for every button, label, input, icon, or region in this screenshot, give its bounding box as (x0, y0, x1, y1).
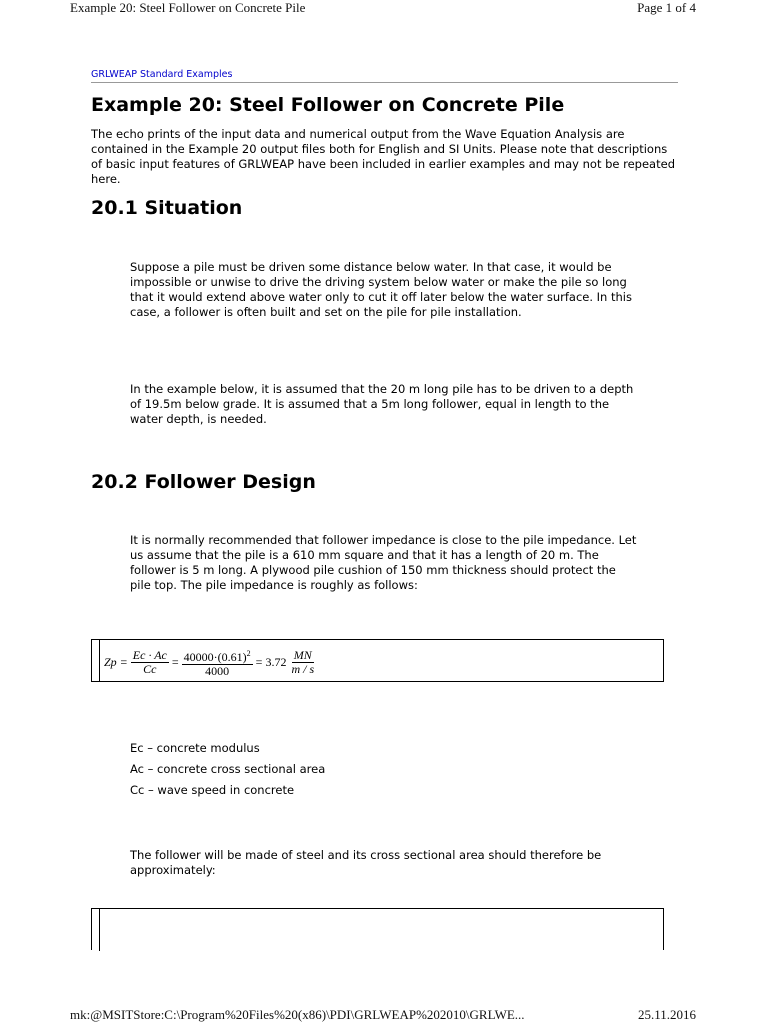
breadcrumb-link[interactable]: GRLWEAP Standard Examples (91, 69, 233, 80)
impedance-formula-box (91, 639, 664, 682)
print-footer (70, 1007, 696, 1023)
formula-fraction-2 (182, 647, 253, 678)
definition-item: Ac – concrete cross sectional area (130, 762, 326, 776)
section-heading-situation: 20.1 Situation (91, 197, 243, 219)
intro-paragraph: The echo prints of the input data and numerical output from the Wave Equation Analysis are contained in the Example 20 output files both for English and SI Units. Please note that descriptions of basic input features of GRLWEAP have been included in earlier examples and may not be repeated here. (91, 127, 675, 186)
formula-lhs: Zp = (104, 654, 128, 669)
definitions-list (130, 741, 325, 804)
definition-item: Cc – wave speed in concrete (130, 783, 295, 797)
situation-paragraph-1: Suppose a pile must be driven some distance below water. In that case, it would be impossible or unwise to drive the driving system below water or make the pile so long that it would extend above water only to cut it off later below the water surface. In this case, a follower is often built and set on the pile for pile installation. (130, 260, 632, 319)
section-heading-follower-design: 20.2 Follower Design (91, 471, 316, 493)
formula-exponent: 2 (246, 648, 251, 658)
page-title: Example 20: Steel Follower on Concrete Pile (91, 94, 565, 116)
print-header-page: Page 1 of 4 (637, 0, 696, 15)
formula-fraction-1-denominator: Cc (143, 661, 157, 676)
follower-design-paragraph-1: It is normally recommended that follower impedance is close to the pile impedance. Let us assume that the pile is a 610 mm square and that it has a length of 20 m. The follower is 5 m long. A plywood pile cushion of 150 mm thickness should protect the pile top. The pile impedance is roughly as follows: (130, 533, 637, 592)
follower-design-paragraph-2: The follower will be made of steel and its cross sectional area should therefore be approximately: (130, 848, 602, 877)
formula-unit-numerator: MN (293, 647, 312, 662)
print-footer-date: 25.11.2016 (637, 1007, 696, 1022)
formula-fraction-2-denominator: 4000 (205, 663, 230, 678)
header-divider (91, 82, 678, 83)
formula-result: = 3.72 (255, 654, 287, 669)
situation-paragraph-2: In the example below, it is assumed that the 20 m long pile has to be driven to a depth of 19.5m below grade. It is assumed that a 5m long follower, equal in length to the water depth, is needed. (130, 382, 634, 426)
formula-fraction-2-numerator (182, 647, 253, 665)
print-header (70, 0, 696, 16)
formula-fraction-1 (131, 649, 169, 676)
impedance-formula (104, 647, 316, 677)
formula-unit-denominator: m / s (291, 661, 315, 676)
formula-equals: = (171, 654, 179, 669)
formula-fraction-1-numerator: Ec · Ac (132, 647, 167, 662)
formula-fraction-2-base: 40000·(0.61) (183, 649, 247, 664)
print-header-title: Example 20: Steel Follower on Concrete Pile (70, 0, 306, 15)
formula-unit (289, 649, 316, 676)
definition-item: Ec – concrete modulus (130, 741, 260, 755)
cross-section-formula-box (91, 908, 664, 950)
print-footer-url: mk:@MSITStore:C:\Program%20Files%20(x86)\PDI\GRLWEAP%202010\GRLWE... (70, 1007, 525, 1022)
